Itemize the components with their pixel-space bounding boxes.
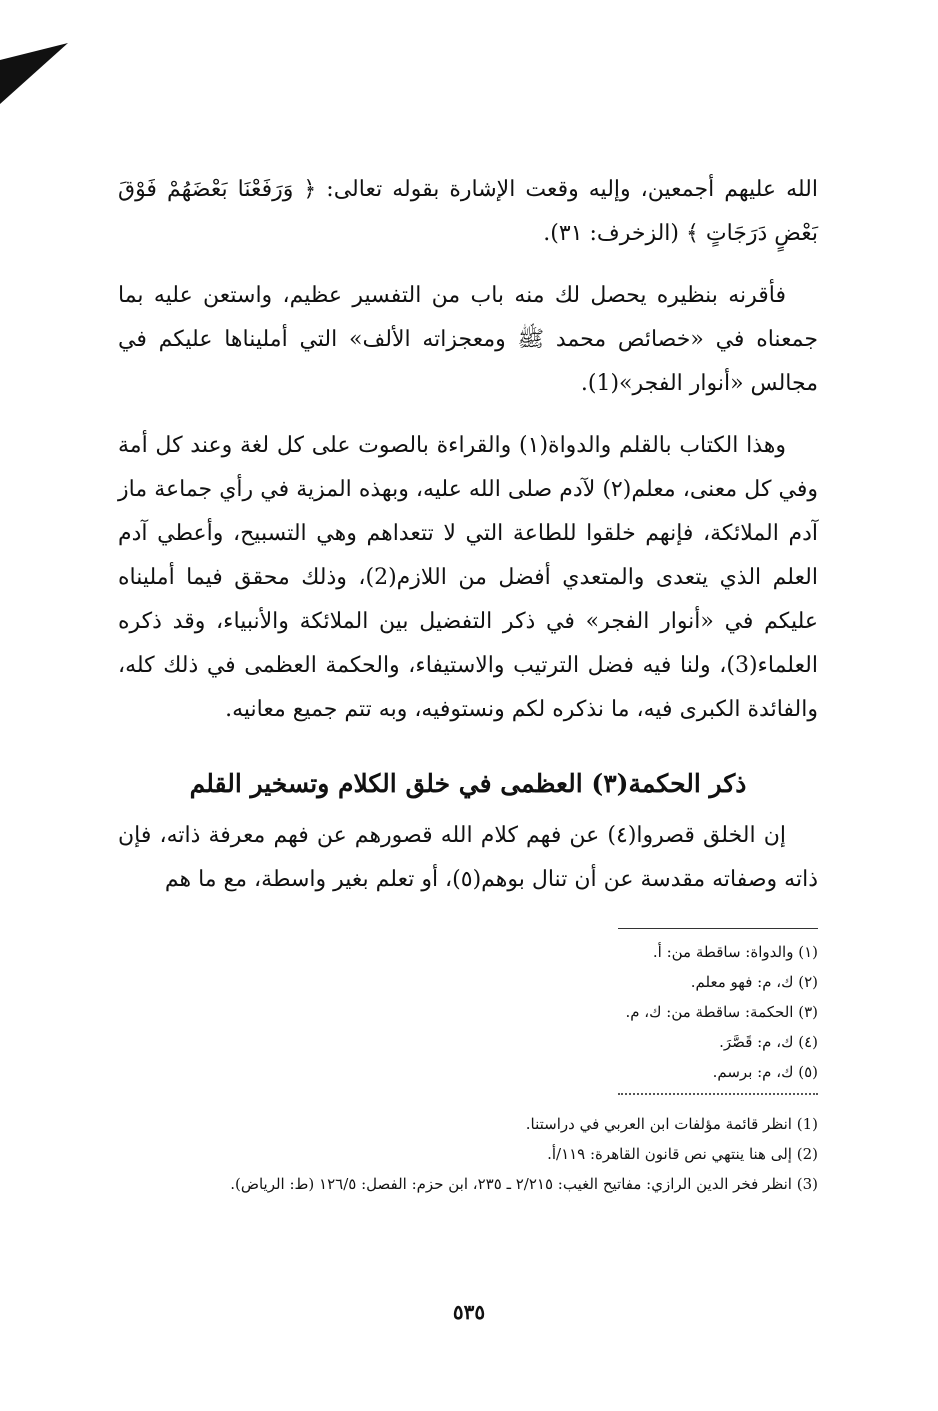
- paragraph-1: الله عليهم أجمعين، وإليه وقعت الإشارة بقوله تعالى: ﴿ وَرَفَعْنَا بَعْضَهُمْ فَوْقَ بَعْضٍ دَرَجَاتٍ ﴾ (الزخرف: ٣١).: [118, 177, 818, 246]
- footnote-dotted-separator: [618, 1093, 818, 1105]
- manuscript-footnote: (٤) ك، م: قَصَّرَ.: [719, 1033, 818, 1051]
- manuscript-footnote: (٥) ك، م: برسم.: [712, 1063, 818, 1081]
- footnote-separator: [618, 928, 818, 929]
- page-number: ٥٣٥: [452, 1300, 486, 1324]
- editor-footnote: (3) انظر فخر الدين الرازي: مفاتيح الغيب: ٢/٢١٥ ـ ٢٣٥، ابن حزم: الفصل: ١٢٦/٥ (ط: الرياض).: [230, 1175, 818, 1193]
- manuscript-footnote: (١) والدواة: ساقطة من: أ.: [652, 943, 818, 961]
- editor-footnote: (2) إلى هنا ينتهي نص قانون القاهرة: ١١٩/أ.: [547, 1145, 818, 1163]
- paragraph-3: وهذا الكتاب بالقلم والدواة(١) والقراءة بالصوت على كل لغة وعند كل أمة وفي كل معنى، معلم(٢) لآدم صلى الله عليه، وبهذه المزية في رأي جماعة ماز آدم الملائكة، فإنهم خلقوا للطاعة التي لا تتعداهم وهي التسبيح، وأعطي آدم العلم الذي يتعدى والمتعدي أفضل من اللازم(2)، وذلك محقق فيما أمليناه عليكم في «أنوار الفجر» في ذكر التفضيل بين الملائكة والأنبياء، وقد ذكره العلماء(3)، ولنا فيه فضل الترتيب والاستيفاء، والحكمة العظمى في ذلك كله، والفائدة الكبرى فيه، ما نذكره لكم ونستوفيه، وبه تتم جميع معانيه.: [118, 433, 819, 722]
- manuscript-footnote: (٢) ك، م: فهو معلم.: [690, 973, 818, 991]
- editor-footnote: (1) انظر قائمة مؤلفات ابن العربي في دراستنا.: [525, 1115, 818, 1133]
- page-content: [118, 168, 818, 1199]
- paragraph-after-heading: إن الخلق قصروا(٤) عن فهم كلام الله قصورهم عن فهم معرفة ذاته، فإن ذاته وصفاته مقدسة عن أن تنال بوهم(٥)، أو تعلم بغير واسطة، مع ما هم: [118, 823, 818, 892]
- manuscript-footnote: (٣) الحكمة: ساقطة من: ك، م.: [625, 1003, 818, 1021]
- section-heading: ذكر الحكمة(٣) العظمى في خلق الكلام وتسخير القلم: [189, 769, 747, 798]
- footnotes-block: [118, 928, 818, 1199]
- corner-fold-mark: [0, 43, 68, 104]
- paragraph-2: فأقرنه بنظيره يحصل لك منه باب من التفسير عظيم، واستعن عليه بما جمعناه في «خصائص محمد ﷺ ومعجزاته الألف» التي أمليناها عليكم في مجالس «أنوار الفجر»(1).: [118, 283, 818, 396]
